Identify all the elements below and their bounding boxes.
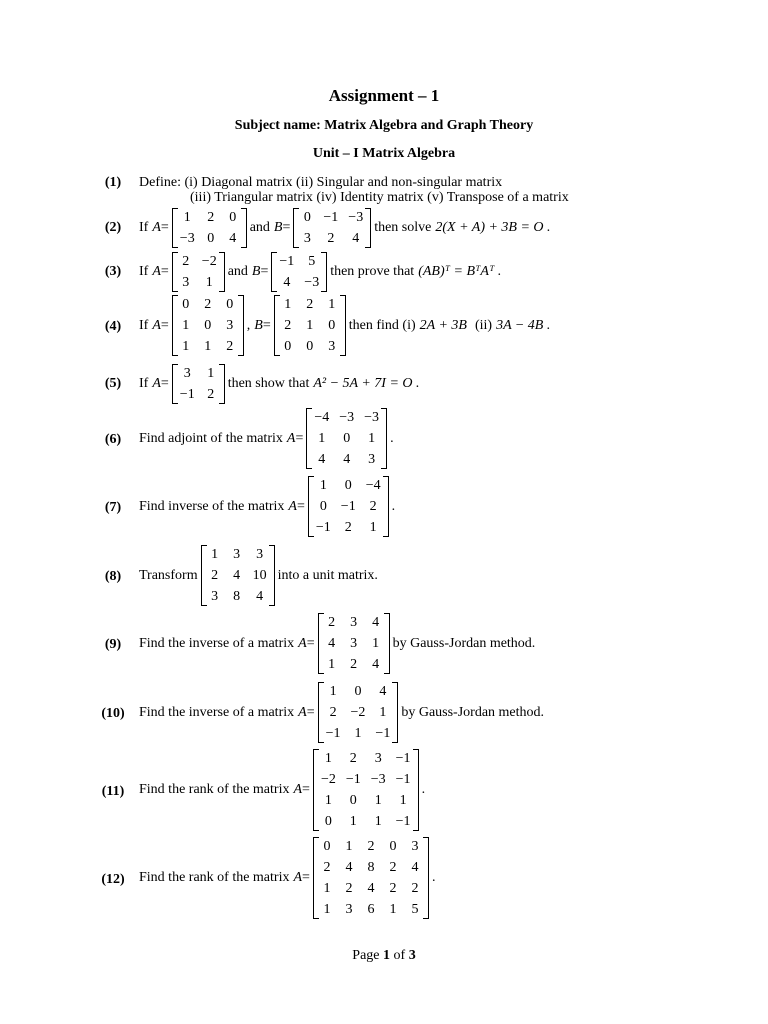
matrix-a: [318, 682, 399, 743]
matrix-cell: 2: [345, 881, 353, 896]
matrix-cell: 3: [350, 615, 358, 630]
if-label: If: [139, 317, 149, 333]
matrix-cell: 1: [323, 881, 331, 896]
matrix-name: A: [293, 870, 303, 885]
matrix-cell: 2: [349, 751, 357, 766]
question-tail: then find (i): [348, 317, 416, 333]
matrix-grid: [312, 408, 381, 469]
matrix-grid: [319, 749, 413, 831]
matrix-cell: 2: [211, 568, 219, 583]
if-label: If: [139, 264, 149, 279]
matrix-cell: 1: [372, 636, 380, 651]
matrix-name: B: [254, 317, 263, 333]
matrix-cell: 4: [256, 589, 264, 604]
matrix-cell: 1: [183, 210, 191, 225]
matrix-cell: 1: [354, 726, 362, 741]
matrix-a: [308, 476, 389, 537]
matrix-cell: 4: [233, 568, 241, 583]
matrix-a: [172, 295, 244, 356]
question-text: Find the rank of the matrix: [139, 782, 290, 797]
equals-sign: =: [260, 264, 269, 279]
matrix-b: [274, 295, 346, 356]
matrix-cell: 1: [328, 657, 336, 672]
question-tail: then solve: [374, 220, 432, 235]
matrix-cell: 4: [372, 657, 380, 672]
matrix-cell: 1: [204, 339, 212, 354]
matrix-cell: 4: [283, 275, 291, 290]
equals-sign: =: [160, 317, 169, 333]
matrix-grid: [319, 837, 423, 919]
matrix-cell: 3: [345, 902, 353, 917]
matrix-a: [306, 408, 387, 469]
question-number: (6): [104, 432, 122, 447]
matrix-name: A: [152, 376, 161, 391]
matrix-cell: 3: [303, 231, 311, 246]
matrix-a: [172, 364, 225, 404]
matrix-cell: 1: [345, 839, 353, 854]
right-bracket: [423, 837, 429, 919]
matrix-cell: −3: [370, 772, 386, 787]
matrix-cell: 4: [372, 615, 380, 630]
matrix-cell: 4: [343, 452, 351, 467]
matrix-cell: −2: [350, 705, 366, 720]
matrix-name: A: [152, 220, 161, 235]
matrix-cell: 2: [204, 297, 212, 312]
matrix-b: [293, 208, 371, 248]
right-bracket: [413, 749, 419, 831]
matrix-cell: −2: [201, 254, 217, 269]
and-label: and: [249, 220, 270, 235]
matrix-cell: 4: [345, 860, 353, 875]
matrix-cell: 1: [182, 318, 190, 333]
matrix-name: A: [298, 635, 307, 651]
question-tail: by Gauss-Jordan method.: [392, 635, 536, 651]
matrix-cell: 0: [343, 431, 351, 446]
matrix-cell: −4: [314, 410, 330, 425]
matrix-cell: 1: [349, 814, 357, 829]
right-bracket: [383, 476, 389, 537]
matrix-cell: 1: [324, 751, 332, 766]
matrix-cell: 2: [389, 881, 397, 896]
question-tail: by Gauss-Jordan method.: [401, 704, 545, 720]
matrix-cell: 0: [349, 793, 357, 808]
matrix-cell: 1: [389, 902, 397, 917]
matrix-name: A: [288, 498, 297, 514]
equals-sign: =: [160, 376, 169, 391]
matrix-cell: 3: [233, 547, 241, 562]
right-bracket: [219, 364, 225, 404]
matrix-cell: 4: [379, 684, 387, 699]
matrix-cell: −1: [395, 814, 411, 829]
equals-sign: =: [306, 704, 315, 720]
matrix-cell: 4: [318, 452, 326, 467]
question-number: (8): [104, 569, 122, 584]
matrix-cell: 0: [306, 339, 314, 354]
question-text: Find adjoint of the matrix: [139, 430, 283, 446]
right-bracket: [321, 252, 327, 292]
matrix-cell: 3: [256, 547, 264, 562]
question-number: (1): [104, 175, 122, 190]
matrix-cell: 3: [226, 318, 234, 333]
matrix-grid: [324, 613, 384, 674]
matrix-cell: 1: [368, 431, 376, 446]
unit-heading: Unit – I Matrix Algebra: [312, 146, 456, 161]
matrix-cell: 2: [327, 231, 335, 246]
comma: ,: [246, 317, 251, 333]
equals-sign: =: [282, 220, 291, 235]
if-label: If: [139, 220, 149, 235]
matrix-grid: [280, 295, 340, 356]
right-bracket: [219, 252, 225, 292]
matrix-cell: 2: [411, 881, 419, 896]
matrix-a: [318, 613, 390, 674]
matrix-cell: 1: [319, 478, 327, 493]
matrix-cell: −1: [323, 210, 339, 225]
question-text: Find the rank of the matrix: [139, 870, 290, 885]
matrix-name: A: [152, 264, 161, 279]
matrix-grid: [178, 208, 241, 248]
matrix-cell: 1: [329, 684, 337, 699]
matrix-cell: 1: [399, 793, 407, 808]
matrix-cell: −3: [348, 210, 364, 225]
matrix-name: B: [251, 264, 261, 279]
question-number: (5): [104, 376, 122, 391]
right-bracket: [241, 208, 247, 248]
matrix-cell: 1: [205, 275, 213, 290]
matrix-cell: 1: [328, 297, 336, 312]
matrix-cell: 0: [182, 297, 190, 312]
matrix-cell: 2: [182, 254, 190, 269]
period: .: [421, 782, 426, 797]
equals-sign: =: [295, 430, 304, 446]
matrix-cell: 0: [328, 318, 336, 333]
right-bracket: [381, 408, 387, 469]
right-bracket: [238, 295, 244, 356]
matrix-cell: 4: [352, 231, 360, 246]
equation: A² − 5A + 7I = O .: [313, 376, 420, 391]
matrix-cell: 1: [318, 431, 326, 446]
period: .: [390, 430, 394, 446]
part-label: (ii): [474, 317, 493, 333]
matrix-cell: 2: [389, 860, 397, 875]
question-number: (12): [101, 872, 125, 887]
matrix-cell: 2: [207, 387, 215, 402]
matrix-grid: [207, 545, 269, 606]
matrix-cell: 1: [211, 547, 219, 562]
right-bracket: [365, 208, 371, 248]
matrix-cell: 2: [329, 705, 337, 720]
period: .: [391, 498, 396, 514]
matrix-b: [271, 252, 327, 292]
equals-sign: =: [302, 870, 310, 885]
question-tail: into a unit matrix.: [277, 567, 378, 583]
matrix-cell: 2: [328, 615, 336, 630]
matrix-cell: 2: [226, 339, 234, 354]
matrix-a: [172, 252, 225, 292]
matrix-cell: 1: [369, 520, 377, 535]
current-page-number: 1: [383, 948, 391, 963]
expression-1: 2A + 3B: [419, 317, 467, 333]
question-text: Define: (i) Diagonal matrix (ii) Singular and non-singular matrix: [139, 175, 503, 190]
equation: 2(X + A) + 3B = O .: [435, 220, 551, 235]
right-bracket: [269, 545, 275, 606]
matrix: [201, 545, 275, 606]
matrix-cell: 2: [350, 657, 358, 672]
matrix-grid: [277, 252, 321, 292]
matrix-cell: −1: [375, 726, 391, 741]
matrix-cell: −3: [339, 410, 355, 425]
total-page-count: 3: [408, 948, 416, 963]
matrix-cell: 6: [367, 902, 375, 917]
matrix-cell: 10: [252, 568, 267, 583]
matrix-cell: 2: [306, 297, 314, 312]
matrix-cell: 3: [411, 839, 419, 854]
matrix-cell: 2: [284, 318, 292, 333]
matrix-cell: 0: [389, 839, 397, 854]
equals-sign: =: [306, 635, 315, 651]
matrix-cell: 3: [368, 452, 376, 467]
matrix-name: A: [152, 317, 161, 333]
page-prefix: Page: [352, 948, 384, 963]
period: .: [431, 870, 436, 885]
matrix-cell: 2: [367, 839, 375, 854]
matrix-cell: 0: [354, 684, 362, 699]
matrix-name: A: [298, 704, 307, 720]
matrix-cell: 2: [323, 860, 331, 875]
right-bracket: [340, 295, 346, 356]
question-text-continued: (iii) Triangular matrix (iv) Identity matrix (v) Transpose of a matrix: [190, 190, 569, 205]
matrix-cell: 4: [229, 231, 237, 246]
question-tail: then show that: [227, 376, 310, 391]
question-number: (11): [101, 784, 125, 799]
matrix-cell: −2: [320, 772, 336, 787]
matrix-cell: 0: [303, 210, 311, 225]
matrix-cell: −4: [365, 478, 381, 493]
matrix-cell: −3: [304, 275, 320, 290]
right-bracket: [392, 682, 398, 743]
matrix-cell: 4: [367, 881, 375, 896]
question-tail: then prove that: [330, 264, 415, 279]
matrix-cell: 3: [183, 366, 191, 381]
question-text: Find inverse of the matrix: [139, 498, 285, 514]
matrix-cell: 8: [233, 589, 241, 604]
matrix-cell: −3: [364, 410, 380, 425]
matrix-grid: [178, 252, 219, 292]
matrix-cell: 3: [182, 275, 190, 290]
page-footer: [0, 948, 768, 964]
question-number: (4): [104, 319, 122, 334]
matrix-cell: 2: [344, 520, 352, 535]
matrix-a: [313, 749, 419, 831]
matrix-cell: −1: [179, 387, 195, 402]
matrix-cell: −1: [345, 772, 361, 787]
matrix-grid: [178, 364, 219, 404]
matrix-grid: [299, 208, 365, 248]
matrix-cell: 0: [324, 814, 332, 829]
matrix-cell: 3: [374, 751, 382, 766]
matrix-cell: 1: [324, 793, 332, 808]
matrix-cell: 1: [182, 339, 190, 354]
matrix-grid: [178, 295, 238, 356]
matrix-name: A: [293, 782, 303, 797]
matrix-cell: −3: [179, 231, 195, 246]
matrix-cell: 0: [207, 231, 215, 246]
matrix-cell: −1: [279, 254, 295, 269]
matrix-cell: −1: [395, 772, 411, 787]
right-bracket: [384, 613, 390, 674]
subject-name: Subject name: Matrix Algebra and Graph Theory: [234, 118, 534, 133]
matrix-cell: 1: [306, 318, 314, 333]
matrix-cell: 2: [207, 210, 215, 225]
matrix-cell: 8: [367, 860, 375, 875]
question-text: Transform: [139, 567, 198, 583]
question-number: (9): [104, 637, 122, 652]
matrix-cell: 1: [323, 902, 331, 917]
question-text: Find the inverse of a matrix: [139, 704, 295, 720]
matrix-cell: −1: [315, 520, 331, 535]
matrix-name: B: [273, 220, 283, 235]
question-number: (2): [104, 220, 122, 235]
matrix-cell: 1: [207, 366, 215, 381]
matrix-cell: 4: [328, 636, 336, 651]
question-number: (10): [101, 706, 125, 721]
matrix-grid: [314, 476, 383, 537]
equals-sign: =: [262, 317, 271, 333]
equals-sign: =: [160, 264, 169, 279]
matrix-cell: 3: [211, 589, 219, 604]
matrix-cell: 1: [374, 814, 382, 829]
matrix-cell: −1: [325, 726, 341, 741]
matrix-cell: 3: [328, 339, 336, 354]
and-label: and: [227, 264, 248, 279]
matrix-cell: 0: [284, 339, 292, 354]
if-label: If: [139, 376, 149, 391]
matrix-cell: 1: [284, 297, 292, 312]
matrix-cell: 5: [411, 902, 419, 917]
matrix-cell: 1: [374, 793, 382, 808]
matrix-cell: −1: [340, 499, 356, 514]
matrix-cell: 0: [323, 839, 331, 854]
matrix-cell: 0: [229, 210, 237, 225]
equals-sign: =: [160, 220, 169, 235]
matrix-cell: 5: [308, 254, 316, 269]
matrix-grid: [324, 682, 393, 743]
question-number: (3): [104, 264, 122, 279]
question-number: (7): [104, 500, 122, 515]
matrix-name: A: [286, 430, 296, 446]
page-separator: of: [390, 948, 409, 963]
matrix-cell: −1: [395, 751, 411, 766]
matrix-cell: 3: [350, 636, 358, 651]
equals-sign: =: [302, 782, 310, 797]
matrix-cell: 4: [411, 860, 419, 875]
matrix-cell: 2: [369, 499, 377, 514]
matrix-cell: 1: [379, 705, 387, 720]
matrix-cell: 0: [344, 478, 352, 493]
matrix-a: [313, 837, 429, 919]
equals-sign: =: [296, 498, 305, 514]
matrix-a: [172, 208, 247, 248]
question-text: Find the inverse of a matrix: [139, 635, 295, 651]
matrix-cell: 0: [319, 499, 327, 514]
equation: (AB)ᵀ = BᵀAᵀ .: [418, 264, 502, 279]
matrix-cell: 0: [204, 318, 212, 333]
assignment-title: Assignment – 1: [328, 86, 440, 105]
matrix-cell: 0: [226, 297, 234, 312]
expression-2: 3A − 4B .: [496, 317, 551, 333]
